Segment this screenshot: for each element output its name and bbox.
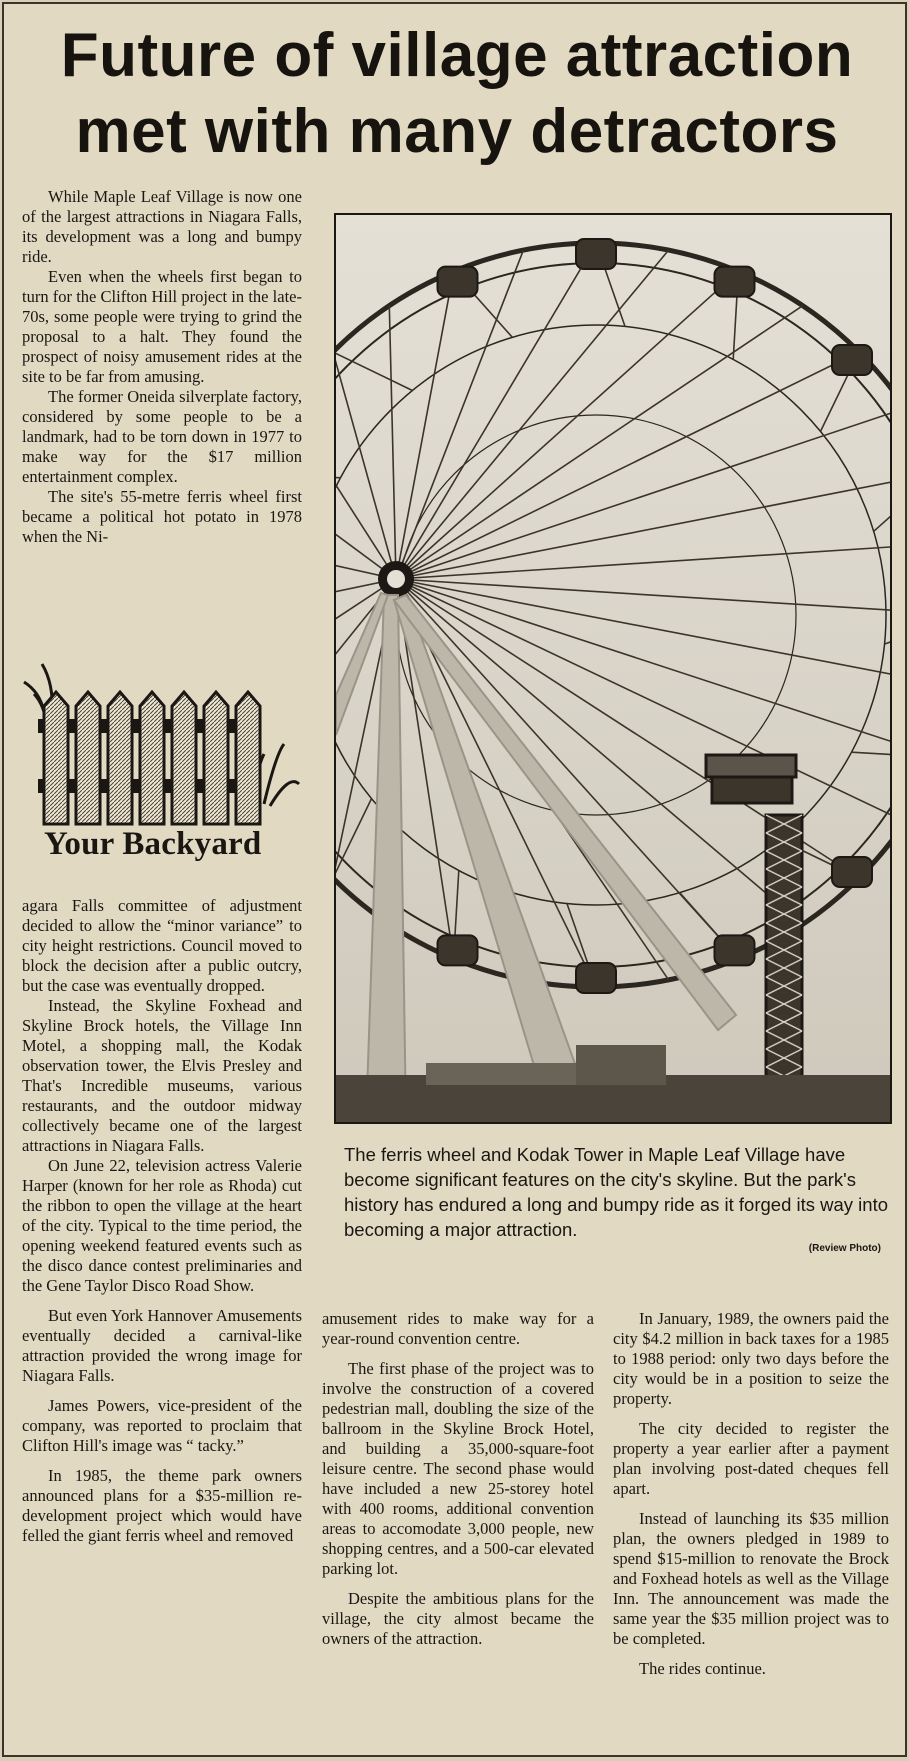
gondola xyxy=(438,267,478,297)
paragraph: In January, 1989, the owners paid the city $4.2 million in back taxes for a 1985 to 1988 period: only two days before the city would be in a position to seize the property. xyxy=(613,1309,889,1408)
gondola xyxy=(576,239,616,269)
column-3 xyxy=(613,1309,889,1679)
photo-credit: (Review Photo) xyxy=(808,1243,881,1254)
gondola xyxy=(715,267,755,297)
paragraph: The site's 55-metre ferris wheel first became a political hot potato in 1978 when the Ni- xyxy=(22,487,302,546)
headline xyxy=(12,18,902,170)
paragraph: amusement rides to make way for a year-round convention centre. xyxy=(322,1309,594,1348)
paragraph: agara Falls committee of adjustment decided to allow the “minor variance” to city height restrictions. Council moved to block the decision after a public outcry, but the case was eventually dropped. xyxy=(22,896,302,995)
paragraph: In 1985, the theme park owners announced plans for a $35-million re-development project which would have felled the giant ferris wheel and removed xyxy=(22,1466,302,1545)
headline-line-2: met with many detractors xyxy=(75,97,839,166)
paragraph: But even York Hannover Amusements eventually decided a carnival-like attraction provided the wrong image for Niagara Falls. xyxy=(22,1306,302,1385)
newspaper-clipping xyxy=(2,2,907,1757)
paragraph: The city decided to register the property a year earlier after a payment plan involving post-dated cheques fell apart. xyxy=(613,1419,889,1498)
paragraph: James Powers, vice-president of the company, was reported to proclaim that Clifton Hill's image was “ tacky.” xyxy=(22,1396,302,1455)
paragraph: Even when the wheels first began to turn for the Clifton Hill project in the late-70s, some people were trying to grind the proposal to a halt. They found the prospect of noisy amusement rides at the site to be far from amusing. xyxy=(22,267,302,386)
gondola xyxy=(576,963,616,993)
paragraph: The former Oneida silverplate factory, considered by some people to be a landmark, had to be torn down in 1977 to make way for the $17 million entertainment complex. xyxy=(22,387,302,486)
paragraph: While Maple Leaf Village is now one of the largest attractions in Niagara Falls, its development was a long and bumpy ride. xyxy=(22,187,302,266)
photo-caption: The ferris wheel and Kodak Tower in Maple Leaf Village have become significant features on the city's skyline. But the park's history has endured a long and bumpy ride as it forged its way into becoming a major attraction. xyxy=(344,1144,889,1240)
paragraph: Instead of launching its $35 million plan, the owners pledged in 1989 to spend $15-million to renovate the Brock and Foxhead hotels as well as the Village Inn. The announcement was made the same year the $35 million project was to be completed. xyxy=(613,1509,889,1648)
gondola xyxy=(832,345,872,375)
column-2 xyxy=(322,1309,594,1649)
paragraph: Despite the ambitious plans for the village, the city almost became the owners of the attraction. xyxy=(322,1589,594,1648)
column-1-top xyxy=(22,187,302,547)
paragraph: Instead, the Skyline Foxhead and Skyline Brock hotels, the Village Inn Motel, a shopping mall, the Kodak observation tower, the Elvis Presley and That's Incredible museums, various restaurants, and the outdoor midway collectively became one of the largest attractions in Niagara Falls. xyxy=(22,996,302,1155)
section-logo-title: Your Backyard xyxy=(44,826,262,862)
paragraph: The rides continue. xyxy=(639,1659,766,1678)
column-1-bottom xyxy=(22,896,302,1546)
headline-line-1: Future of village attraction xyxy=(60,21,854,90)
paragraph: The first phase of the project was to involve the construction of a covered pedestrian mall, doubling the size of the ballroom in the Skyline Brock Hotel, and building a 35,000-square-foot leisure centre. The second phase would have included a new 25-storey hotel with 400 rooms, additional convention areas to accomodate 3,000 people, new shopping centres, and a 500-car elevated parking lot. xyxy=(322,1359,594,1578)
paragraph: On June 22, television actress Valerie Harper (known for her role as Rhoda) cut the ribbon to open the village at the heart of the city. Typical to the time period, the opening weekend featured events such as the disco dance contest preliminaries and the Gene Taylor Disco Road Show. xyxy=(22,1156,302,1295)
gondola xyxy=(438,935,478,965)
gondola xyxy=(715,935,755,965)
ferris-wheel-photo xyxy=(334,213,892,1124)
gondola xyxy=(832,857,872,887)
